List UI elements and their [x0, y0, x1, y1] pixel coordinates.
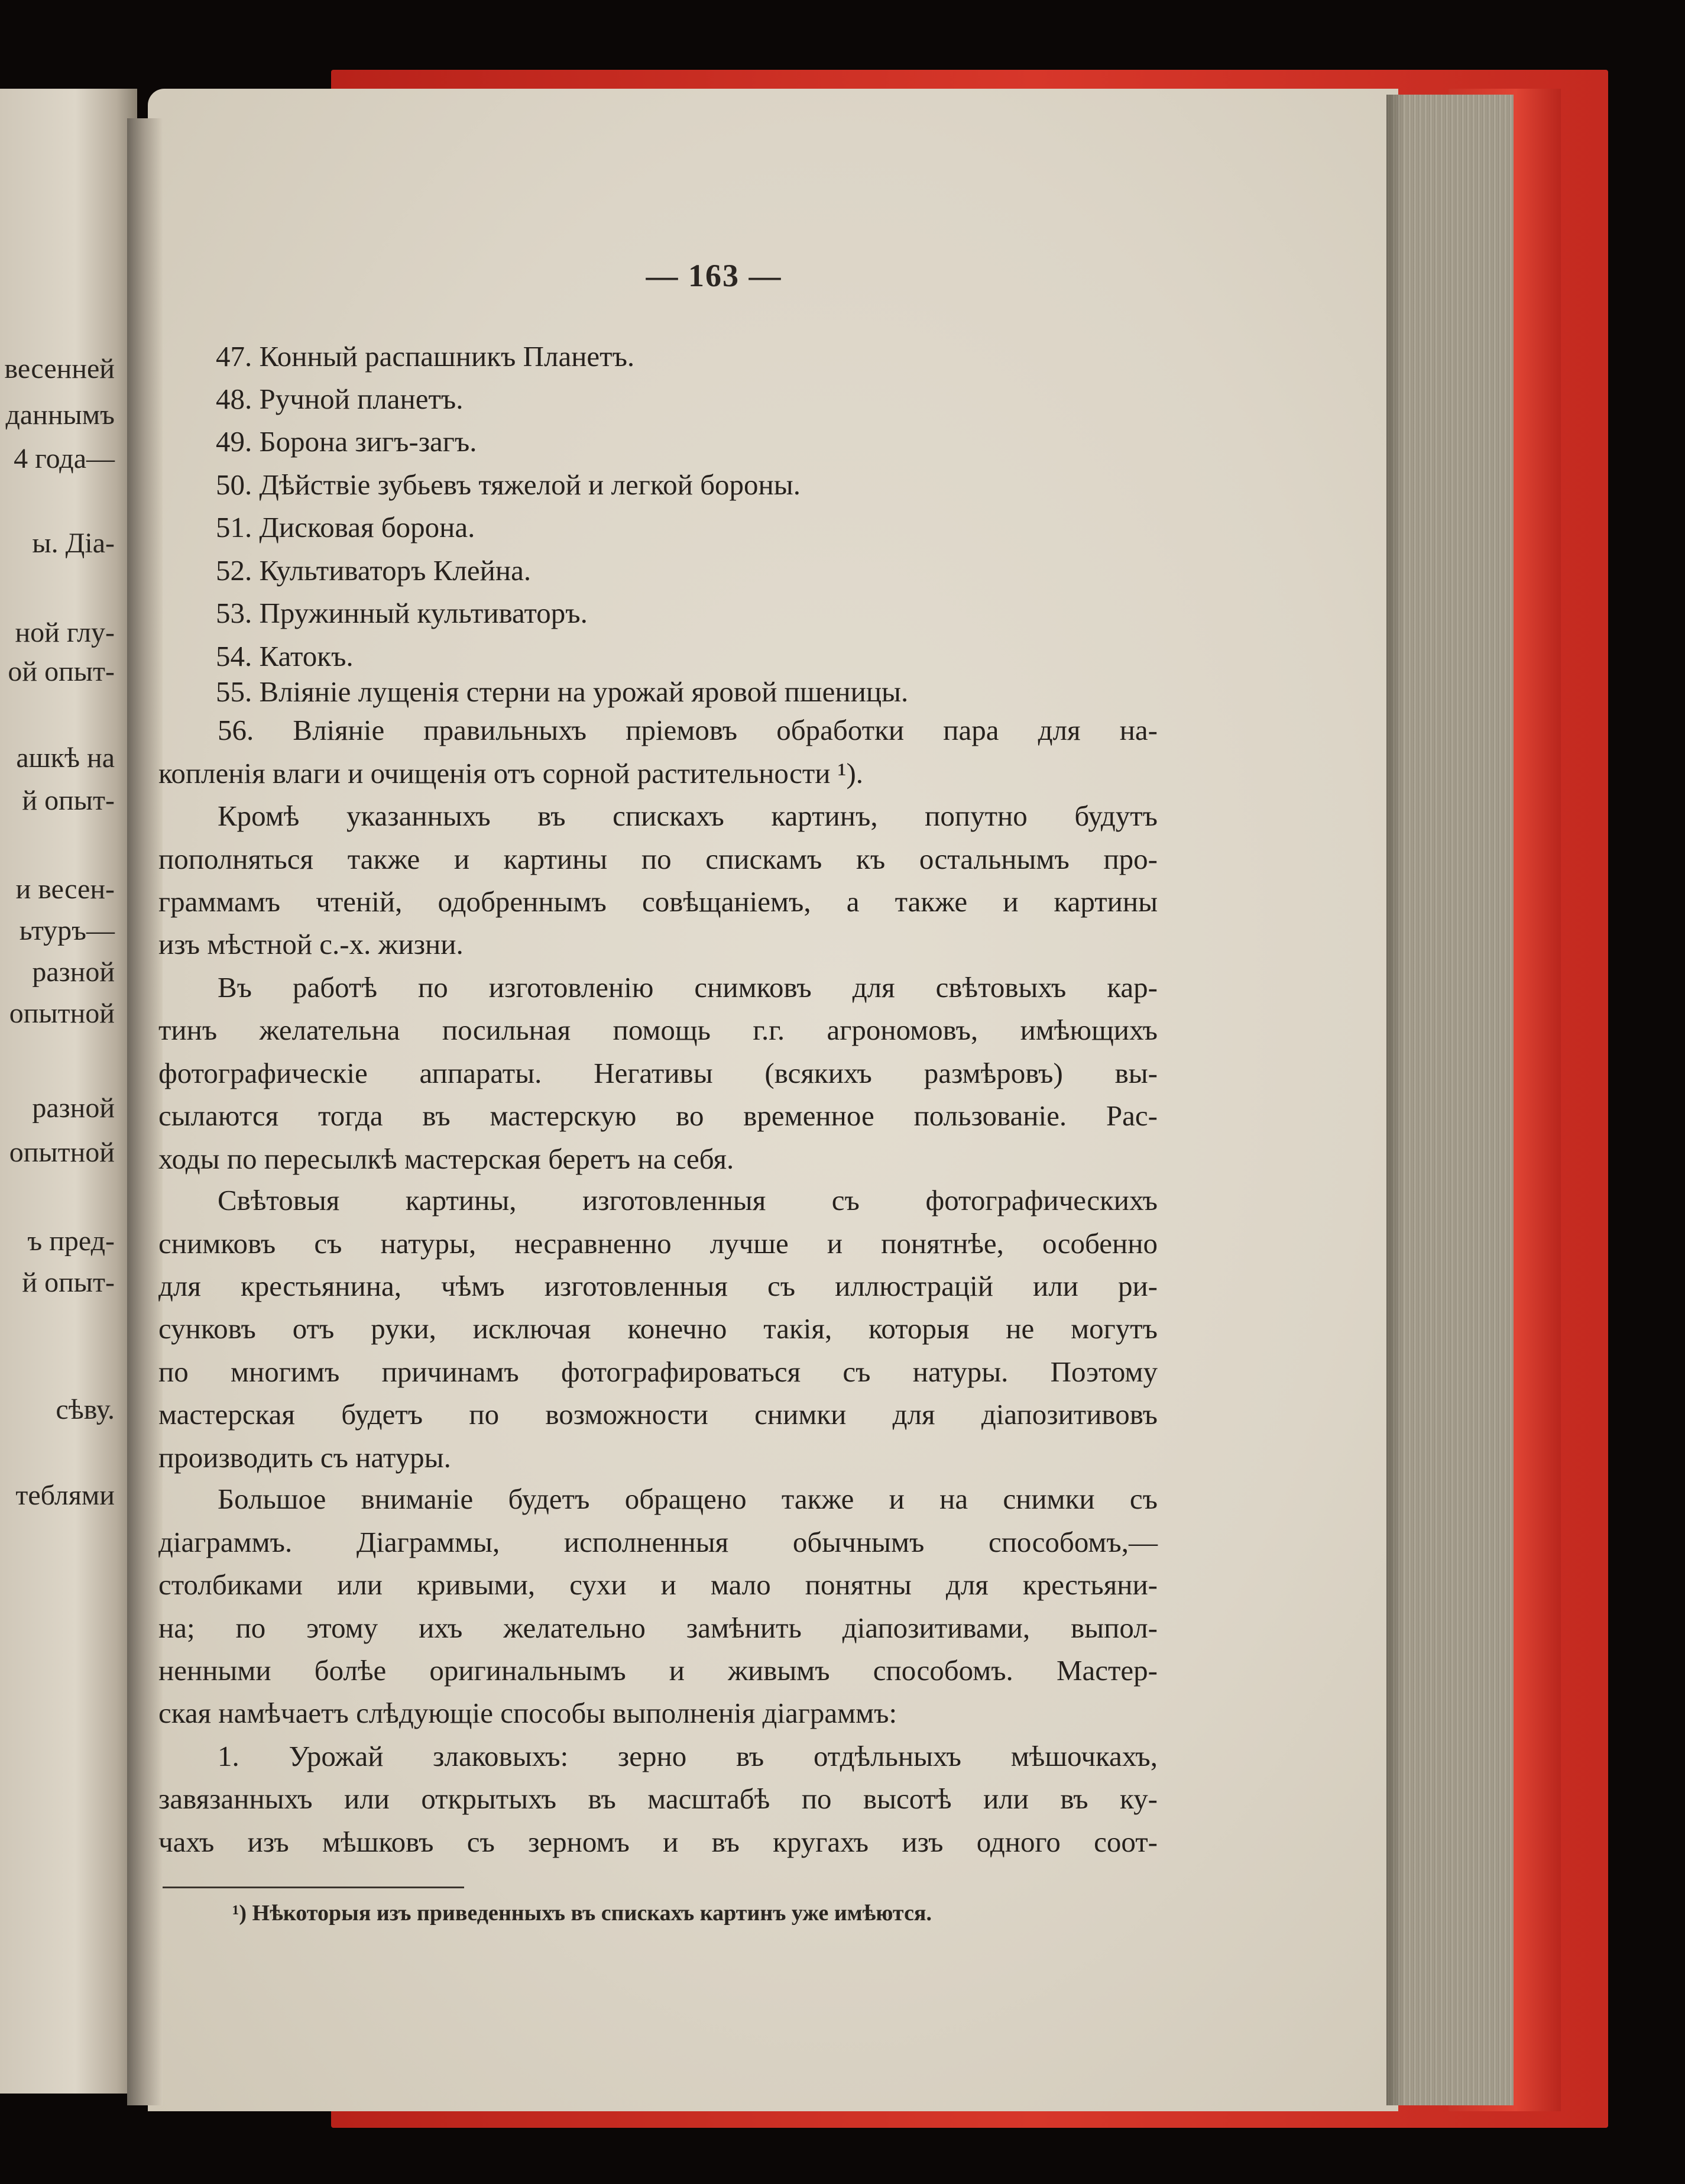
left-page-line: опытной — [9, 1137, 115, 1168]
text-line: снимковъ съ натуры, несравненно лучше и понятнѣе, особенно — [158, 1227, 1158, 1260]
text-line: по многимъ причинамъ фотографироваться съ натуры. Поэтому — [158, 1355, 1158, 1388]
left-page-line: ашкѣ на — [16, 742, 115, 774]
text-line: на; по этому ихъ желательно замѣнить діапозитивами, выпол- — [158, 1612, 1158, 1644]
left-page-line: ой опыт- — [8, 656, 115, 687]
text-line: 48. Ручной планетъ. — [216, 383, 464, 415]
text-line: 56. Вліяніе правильныхъ пріемовъ обработки пара для на- — [218, 714, 1158, 746]
text-line: ская намѣчаетъ слѣдующіе способы выполненія діаграммъ: — [158, 1697, 897, 1729]
left-page-line: й опыт- — [22, 785, 115, 816]
left-page-line: ы. Діа- — [32, 528, 115, 559]
left-page-line: ной глу- — [15, 617, 115, 648]
text-line: ходы по пересылкѣ мастерская беретъ на себя. — [158, 1143, 734, 1175]
text-line: фотографическіе аппараты. Негативы (всякихъ размѣровъ) вы- — [158, 1057, 1158, 1089]
text-line: 49. Борона зигъ-загъ. — [216, 425, 477, 458]
text-line: копленія влаги и очищенія отъ сорной растительности ¹). — [158, 757, 864, 790]
footnote-rule — [163, 1887, 464, 1888]
text-line: діаграммъ. Діаграммы, исполненныя обычнымъ способомъ,— — [158, 1526, 1158, 1558]
left-page — [0, 89, 137, 2094]
text-line: 55. Вліяніе лущенія стерни на урожай яровой пшеницы. — [216, 675, 909, 708]
text-line: столбиками или кривыми, сухи и мало понятны для крестьяни- — [158, 1568, 1158, 1601]
text-line: ненными болѣе оригинальнымъ и живымъ способомъ. Мастер- — [158, 1654, 1158, 1687]
left-page-line: даннымъ — [5, 399, 115, 431]
text-line: завязанныхъ или открытыхъ въ масштабѣ по высотѣ или въ ку- — [158, 1782, 1158, 1815]
left-page-line: й опыт- — [22, 1267, 115, 1298]
text-line: сунковъ отъ руки, исключая конечно такія, которыя не могутъ — [158, 1312, 1158, 1345]
page-number: — 163 — — [646, 258, 782, 293]
left-page-line: разной — [32, 956, 115, 988]
text-line: мастерская будетъ по возможности снимки для діапозитивовъ — [158, 1398, 1158, 1431]
text-line: для крестьянина, чѣмъ изготовленныя съ иллюстрацій или ри- — [158, 1270, 1158, 1302]
page-gutter — [127, 118, 163, 2105]
text-line: 52. Культиваторъ Клейна. — [216, 554, 532, 587]
footnote: ¹) Нѣкоторыя изъ приведенныхъ въ спискахъ картинъ уже имѣются. — [232, 1901, 932, 1926]
text-line: сылаются тогда въ мастерскую во временное пользованіе. Рас- — [158, 1099, 1158, 1132]
text-line: тинъ желательна посильная помощь г.г. агрономовъ, имѣющихъ — [158, 1014, 1158, 1046]
text-line: граммамъ чтеній, одобреннымъ совѣщаніемъ, а также и картины — [158, 885, 1158, 918]
text-line: Свѣтовыя картины, изготовленныя съ фотографическихъ — [218, 1184, 1158, 1216]
left-page-line: весенней — [4, 353, 115, 384]
text-line: 54. Катокъ. — [216, 640, 354, 672]
page-edges — [1386, 95, 1514, 2105]
text-line: пополняться также и картины по спискамъ къ остальнымъ про- — [158, 843, 1158, 875]
text-line: 50. Дѣйствіе зубьевъ тяжелой и легкой бороны. — [216, 468, 801, 501]
left-page-line: 4 года— — [14, 443, 115, 474]
text-line: 53. Пружинный культиваторъ. — [216, 597, 588, 629]
left-page-line: ьтуръ— — [19, 915, 115, 946]
text-line: 1. Урожай злаковыхъ: зерно въ отдѣльныхъ мѣшочкахъ, — [218, 1740, 1158, 1772]
text-line: Большое вниманіе будетъ обращено также и на снимки съ — [218, 1483, 1158, 1515]
left-page-line: теблями — [15, 1480, 115, 1511]
left-page-line: опытной — [9, 998, 115, 1029]
text-line: чахъ изъ мѣшковъ съ зерномъ и въ кругахъ изъ одного соот- — [158, 1826, 1158, 1858]
left-page-line: сѣву. — [56, 1394, 115, 1425]
text-line: производить съ натуры. — [158, 1441, 451, 1474]
left-page-line: и весен- — [15, 873, 115, 905]
text-line: Кромѣ указанныхъ въ спискахъ картинъ, попутно будутъ — [218, 800, 1158, 832]
left-page-line: разной — [32, 1092, 115, 1124]
text-line: изъ мѣстной с.-х. жизни. — [158, 928, 464, 960]
text-line: 51. Дисковая борона. — [216, 511, 475, 543]
left-page-line: ъ пред- — [27, 1225, 115, 1257]
text-line: 47. Конный распашникъ Планетъ. — [216, 340, 635, 373]
page-edge-shadow — [1386, 95, 1404, 2105]
text-line: Въ работѣ по изготовленію снимковъ для свѣтовыхъ кар- — [218, 971, 1158, 1004]
